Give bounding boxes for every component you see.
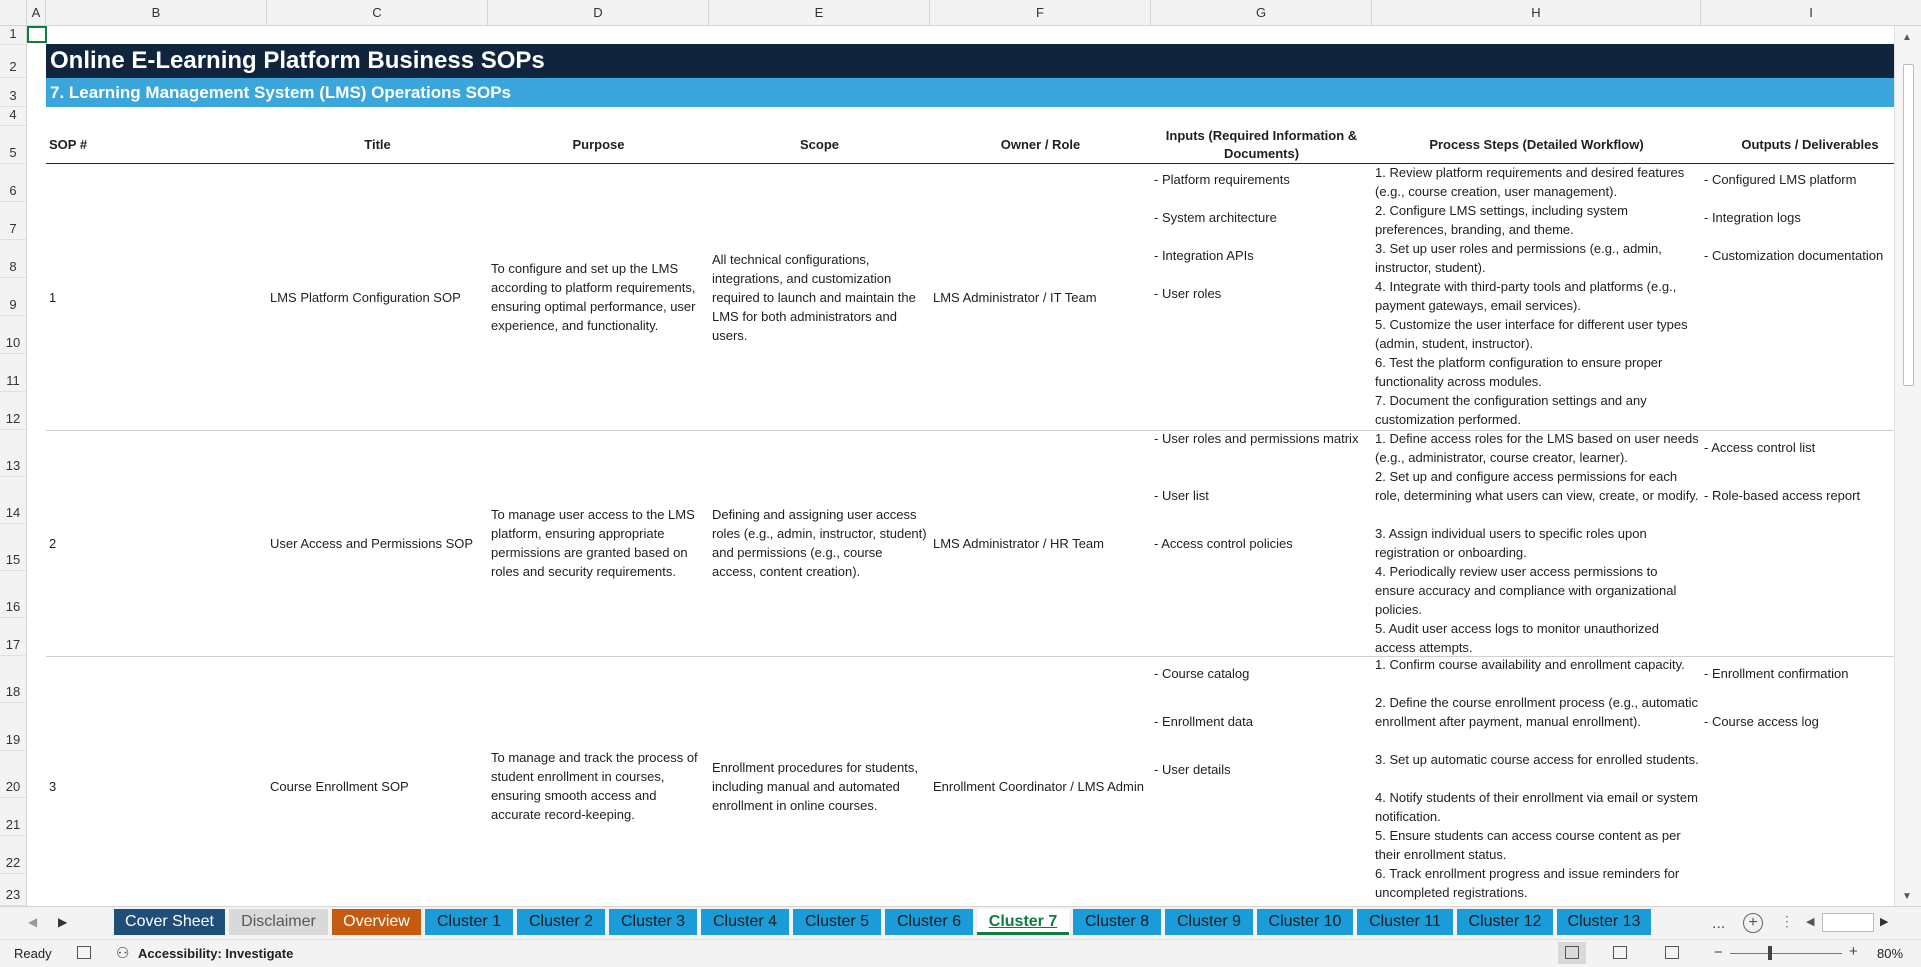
cell-outputs[interactable] <box>1701 430 1895 656</box>
process-step: 1. Define access roles for the LMS based on user needs (e.g., administrator, course creator, learner). <box>1375 431 1699 465</box>
cell-purpose[interactable]: To configure and set up the LMS according to platform requirements, ensuring optimal performance, user experience, and functionality. <box>491 261 696 333</box>
cell-scope[interactable]: Enrollment procedures for students, including manual and automated enrollment in online courses. <box>712 759 918 813</box>
scroll-left-icon[interactable]: ◀ <box>1806 916 1815 928</box>
tab-overview[interactable]: Overview <box>332 909 421 935</box>
input-item: - User roles <box>1154 286 1222 301</box>
tab-cluster-6[interactable]: Cluster 6 <box>885 909 973 935</box>
input-item: - User details <box>1154 762 1231 777</box>
worksheet-grid[interactable] <box>27 26 1895 906</box>
process-step: 1. Confirm course availability and enrollment capacity. <box>1375 657 1685 672</box>
cell-inputs[interactable] <box>1151 164 1372 430</box>
sheet-tab-bar <box>0 906 1921 939</box>
header-process-steps[interactable]: Process Steps (Detailed Workflow) <box>1429 136 1644 152</box>
row-header[interactable]: 17 <box>0 618 26 656</box>
cell-title[interactable]: User Access and Permissions SOP <box>270 535 474 551</box>
row-header[interactable]: 5 <box>0 126 26 164</box>
row-header[interactable]: 8 <box>0 240 26 278</box>
tab-cluster-3[interactable]: Cluster 3 <box>609 909 697 935</box>
tab-splitter-icon[interactable]: ⋮ <box>1780 913 1794 929</box>
row-header[interactable]: 6 <box>0 164 26 202</box>
tab-cluster-5[interactable]: Cluster 5 <box>793 909 881 935</box>
input-item: - Access control policies <box>1154 536 1293 551</box>
zoom-in-icon[interactable]: + <box>1849 943 1858 960</box>
row-header[interactable]: 4 <box>0 107 26 126</box>
process-step: 5. Ensure students can access course content as per their enrollment status. <box>1375 828 1681 862</box>
process-step: 3. Set up automatic course access for enrolled students. <box>1375 752 1699 767</box>
header-title[interactable]: Title <box>364 136 391 152</box>
more-sheets-icon[interactable]: ... <box>1712 915 1726 932</box>
process-step: 7. Document the configuration settings and any customization performed. <box>1375 393 1647 427</box>
table-row <box>46 656 1895 906</box>
column-header-d[interactable]: D <box>488 0 709 25</box>
vertical-scrollbar[interactable] <box>1894 26 1921 906</box>
column-header-c[interactable]: C <box>267 0 488 25</box>
macro-record-icon[interactable] <box>77 946 91 959</box>
cell-process-steps[interactable] <box>1372 430 1701 656</box>
output-item: - Access control list <box>1704 440 1816 455</box>
input-item: - User list <box>1154 488 1209 503</box>
previous-sheet-icon[interactable]: ◀ <box>28 915 38 929</box>
cell-scope[interactable]: Defining and assigning user access roles (e.g., admin, instructor, student) and permissions (e.g., course access, content creation). <box>712 507 927 579</box>
row-header[interactable]: 18 <box>0 656 26 703</box>
header-scope[interactable]: Scope <box>799 136 839 152</box>
row-header[interactable]: 11 <box>0 354 26 392</box>
row-header[interactable]: 9 <box>0 278 26 316</box>
output-item: - Enrollment confirmation <box>1704 666 1849 681</box>
page-layout-icon[interactable] <box>1606 942 1634 964</box>
sheet-title[interactable]: Online E-Learning Platform Business SOPs <box>46 44 1895 78</box>
zoom-out-icon[interactable]: − <box>1714 944 1723 961</box>
tab-cluster-8[interactable]: Cluster 8 <box>1073 909 1161 935</box>
output-item: - Role-based access report <box>1704 488 1861 503</box>
process-step: 3. Set up user roles and permissions (e.g., admin, instructor, student). <box>1375 241 1662 275</box>
column-header-i[interactable]: I <box>1809 5 1813 20</box>
tab-cluster-4[interactable]: Cluster 4 <box>701 909 789 935</box>
header-sop-number[interactable]: SOP # <box>49 136 88 152</box>
header-purpose[interactable]: Purpose <box>572 136 625 152</box>
process-step: 1. Review platform requirements and desired features (e.g., course creation, user management). <box>1375 165 1685 199</box>
sheet-subtitle[interactable]: 7. Learning Management System (LMS) Operations SOPs <box>46 78 1895 107</box>
cell-title[interactable]: LMS Platform Configuration SOP <box>270 289 461 305</box>
process-step: 5. Audit user access logs to monitor unauthorized access attempts. <box>1375 621 1659 655</box>
row-header[interactable]: 3 <box>0 78 26 107</box>
zoom-slider-handle[interactable] <box>1768 946 1772 960</box>
horizontal-scroll-thumb[interactable] <box>1822 913 1874 932</box>
cell-owner[interactable]: LMS Administrator / HR Team <box>933 535 1104 551</box>
row-header[interactable]: 1 <box>0 26 26 45</box>
tab-disclaimer[interactable]: Disclaimer <box>229 909 328 935</box>
input-item: - Platform requirements <box>1154 172 1290 187</box>
header-outputs[interactable]: Outputs / Deliverables <box>1741 136 1879 152</box>
tab-cluster-9[interactable]: Cluster 9 <box>1165 909 1253 935</box>
row-header[interactable]: 14 <box>0 477 26 524</box>
cell-process-steps[interactable] <box>1372 656 1701 906</box>
row-header[interactable]: 22 <box>0 836 26 874</box>
cell-sop-number[interactable]: 3 <box>49 778 57 794</box>
active-cell-a1[interactable] <box>27 26 47 43</box>
cell-owner[interactable]: Enrollment Coordinator / LMS Admin <box>933 778 1144 794</box>
process-step: 3. Assign individual users to specific roles upon registration or onboarding. <box>1375 526 1647 560</box>
page-break-icon[interactable] <box>1658 942 1686 964</box>
cell-purpose[interactable]: To manage and track the process of student enrollment in courses, ensuring smooth access and accurate record-keeping. <box>491 750 698 822</box>
cell-title[interactable]: Course Enrollment SOP <box>270 778 409 794</box>
row-header[interactable]: 20 <box>0 751 26 798</box>
process-step: 5. Customize the user interface for different user types (admin, student, instructor). <box>1375 317 1688 351</box>
tab-cluster-11[interactable]: Cluster 11 <box>1357 909 1453 935</box>
process-step: 4. Periodically review user access permissions to ensure accuracy and compliance with organizational policies. <box>1375 564 1677 617</box>
vertical-scroll-thumb[interactable] <box>1903 64 1914 386</box>
column-header-e[interactable]: E <box>709 0 930 25</box>
row-header-bar <box>0 26 27 906</box>
scroll-up-icon[interactable]: ▲ <box>1902 32 1912 43</box>
cell-inputs[interactable] <box>1151 430 1372 656</box>
row-header[interactable]: 21 <box>0 798 26 836</box>
table-row <box>46 430 1895 657</box>
row-header[interactable]: 2 <box>0 45 26 78</box>
output-item: - Customization documentation <box>1704 248 1884 263</box>
cell-scope[interactable]: All technical configurations, integrations, and customization required to launch and maintain the LMS for both administrators and users. <box>712 251 916 343</box>
column-header-h[interactable]: H <box>1372 0 1701 25</box>
zoom-slider[interactable] <box>1730 953 1842 954</box>
input-item: - Course catalog <box>1154 666 1250 681</box>
tab-cluster-12[interactable]: Cluster 12 <box>1457 909 1553 935</box>
row-header[interactable]: 15 <box>0 524 26 571</box>
cell-sop-number[interactable]: 1 <box>49 289 57 305</box>
cell-process-steps[interactable] <box>1372 164 1701 430</box>
scroll-right-icon[interactable]: ▶ <box>1880 916 1889 928</box>
cell-purpose[interactable]: To manage user access to the LMS platform, ensuring appropriate permissions are granted based on roles and security requirements. <box>491 507 695 579</box>
cell-outputs[interactable] <box>1701 164 1895 430</box>
column-header-a[interactable]: A <box>27 0 46 25</box>
process-step: 2. Configure LMS settings, including system preferences, branding, and theme. <box>1375 203 1628 237</box>
status-ready-text: Ready <box>14 946 52 961</box>
process-step: 2. Define the course enrollment process (e.g., automatic enrollment after payment, manual enrollment). <box>1375 695 1698 729</box>
row-header[interactable]: 23 <box>0 874 26 906</box>
output-item: - Integration logs <box>1704 210 1801 225</box>
process-step: 6. Test the platform configuration to ensure proper functionality across modules. <box>1375 355 1663 389</box>
table-row <box>46 164 1895 431</box>
process-step: 4. Notify students of their enrollment via email or system notification. <box>1375 790 1698 824</box>
column-header-bar <box>0 0 1921 26</box>
cell-inputs[interactable] <box>1151 656 1372 906</box>
row-header[interactable]: 16 <box>0 571 26 618</box>
accessibility-status[interactable]: Accessibility: Investigate <box>138 946 294 961</box>
input-item: - User roles and permissions matrix <box>1154 431 1359 446</box>
process-step: 2. Set up and configure access permissions for each role, determining what users can view, create, or modify. <box>1375 469 1699 503</box>
output-item: - Course access log <box>1704 714 1819 729</box>
process-step: 4. Integrate with third-party tools and platforms (e.g., payment gateways, email services). <box>1375 279 1677 313</box>
row-header[interactable]: 12 <box>0 392 26 430</box>
tab-cluster-10[interactable]: Cluster 10 <box>1257 909 1353 935</box>
cell-sop-number[interactable]: 2 <box>49 535 57 551</box>
input-item: - System architecture <box>1154 210 1277 225</box>
tab-cluster-13[interactable]: Cluster 13 <box>1557 909 1651 935</box>
input-item: - Integration APIs <box>1154 248 1254 263</box>
row-header[interactable]: 10 <box>0 316 26 354</box>
row-header[interactable]: 7 <box>0 202 26 240</box>
select-all-corner[interactable] <box>0 0 27 25</box>
column-header-b[interactable]: B <box>46 0 267 25</box>
scroll-down-icon[interactable]: ▼ <box>1902 891 1912 902</box>
column-header-g[interactable]: G <box>1151 0 1372 25</box>
accessibility-icon[interactable]: ⚇ <box>116 945 130 962</box>
tab-cluster-2[interactable]: Cluster 2 <box>517 909 605 935</box>
normal-view-icon[interactable] <box>1558 942 1586 964</box>
tab-cluster-7[interactable]: Cluster 7 <box>977 909 1069 935</box>
plus-circle-icon[interactable]: + <box>1743 913 1763 933</box>
tab-cluster-1[interactable]: Cluster 1 <box>425 909 513 935</box>
input-item: - Enrollment data <box>1154 714 1253 729</box>
next-sheet-icon[interactable]: ▶ <box>58 915 68 929</box>
cell-outputs[interactable] <box>1701 656 1895 906</box>
output-item: - Configured LMS platform <box>1704 172 1857 187</box>
row-header[interactable]: 13 <box>0 430 26 477</box>
tab-cover-sheet[interactable]: Cover Sheet <box>114 909 225 935</box>
table-header-row <box>46 126 1895 164</box>
cell-owner[interactable]: LMS Administrator / IT Team <box>933 289 1097 305</box>
column-header-f[interactable]: F <box>930 0 1151 25</box>
process-step: 6. Track enrollment progress and issue reminders for uncompleted registrations. <box>1375 866 1680 900</box>
zoom-level[interactable]: 80% <box>1877 946 1904 961</box>
header-inputs[interactable]: Inputs (Required Information & Documents) <box>1165 127 1358 161</box>
status-bar <box>0 939 1921 967</box>
row-header[interactable]: 19 <box>0 703 26 751</box>
header-owner[interactable]: Owner / Role <box>1000 136 1081 152</box>
